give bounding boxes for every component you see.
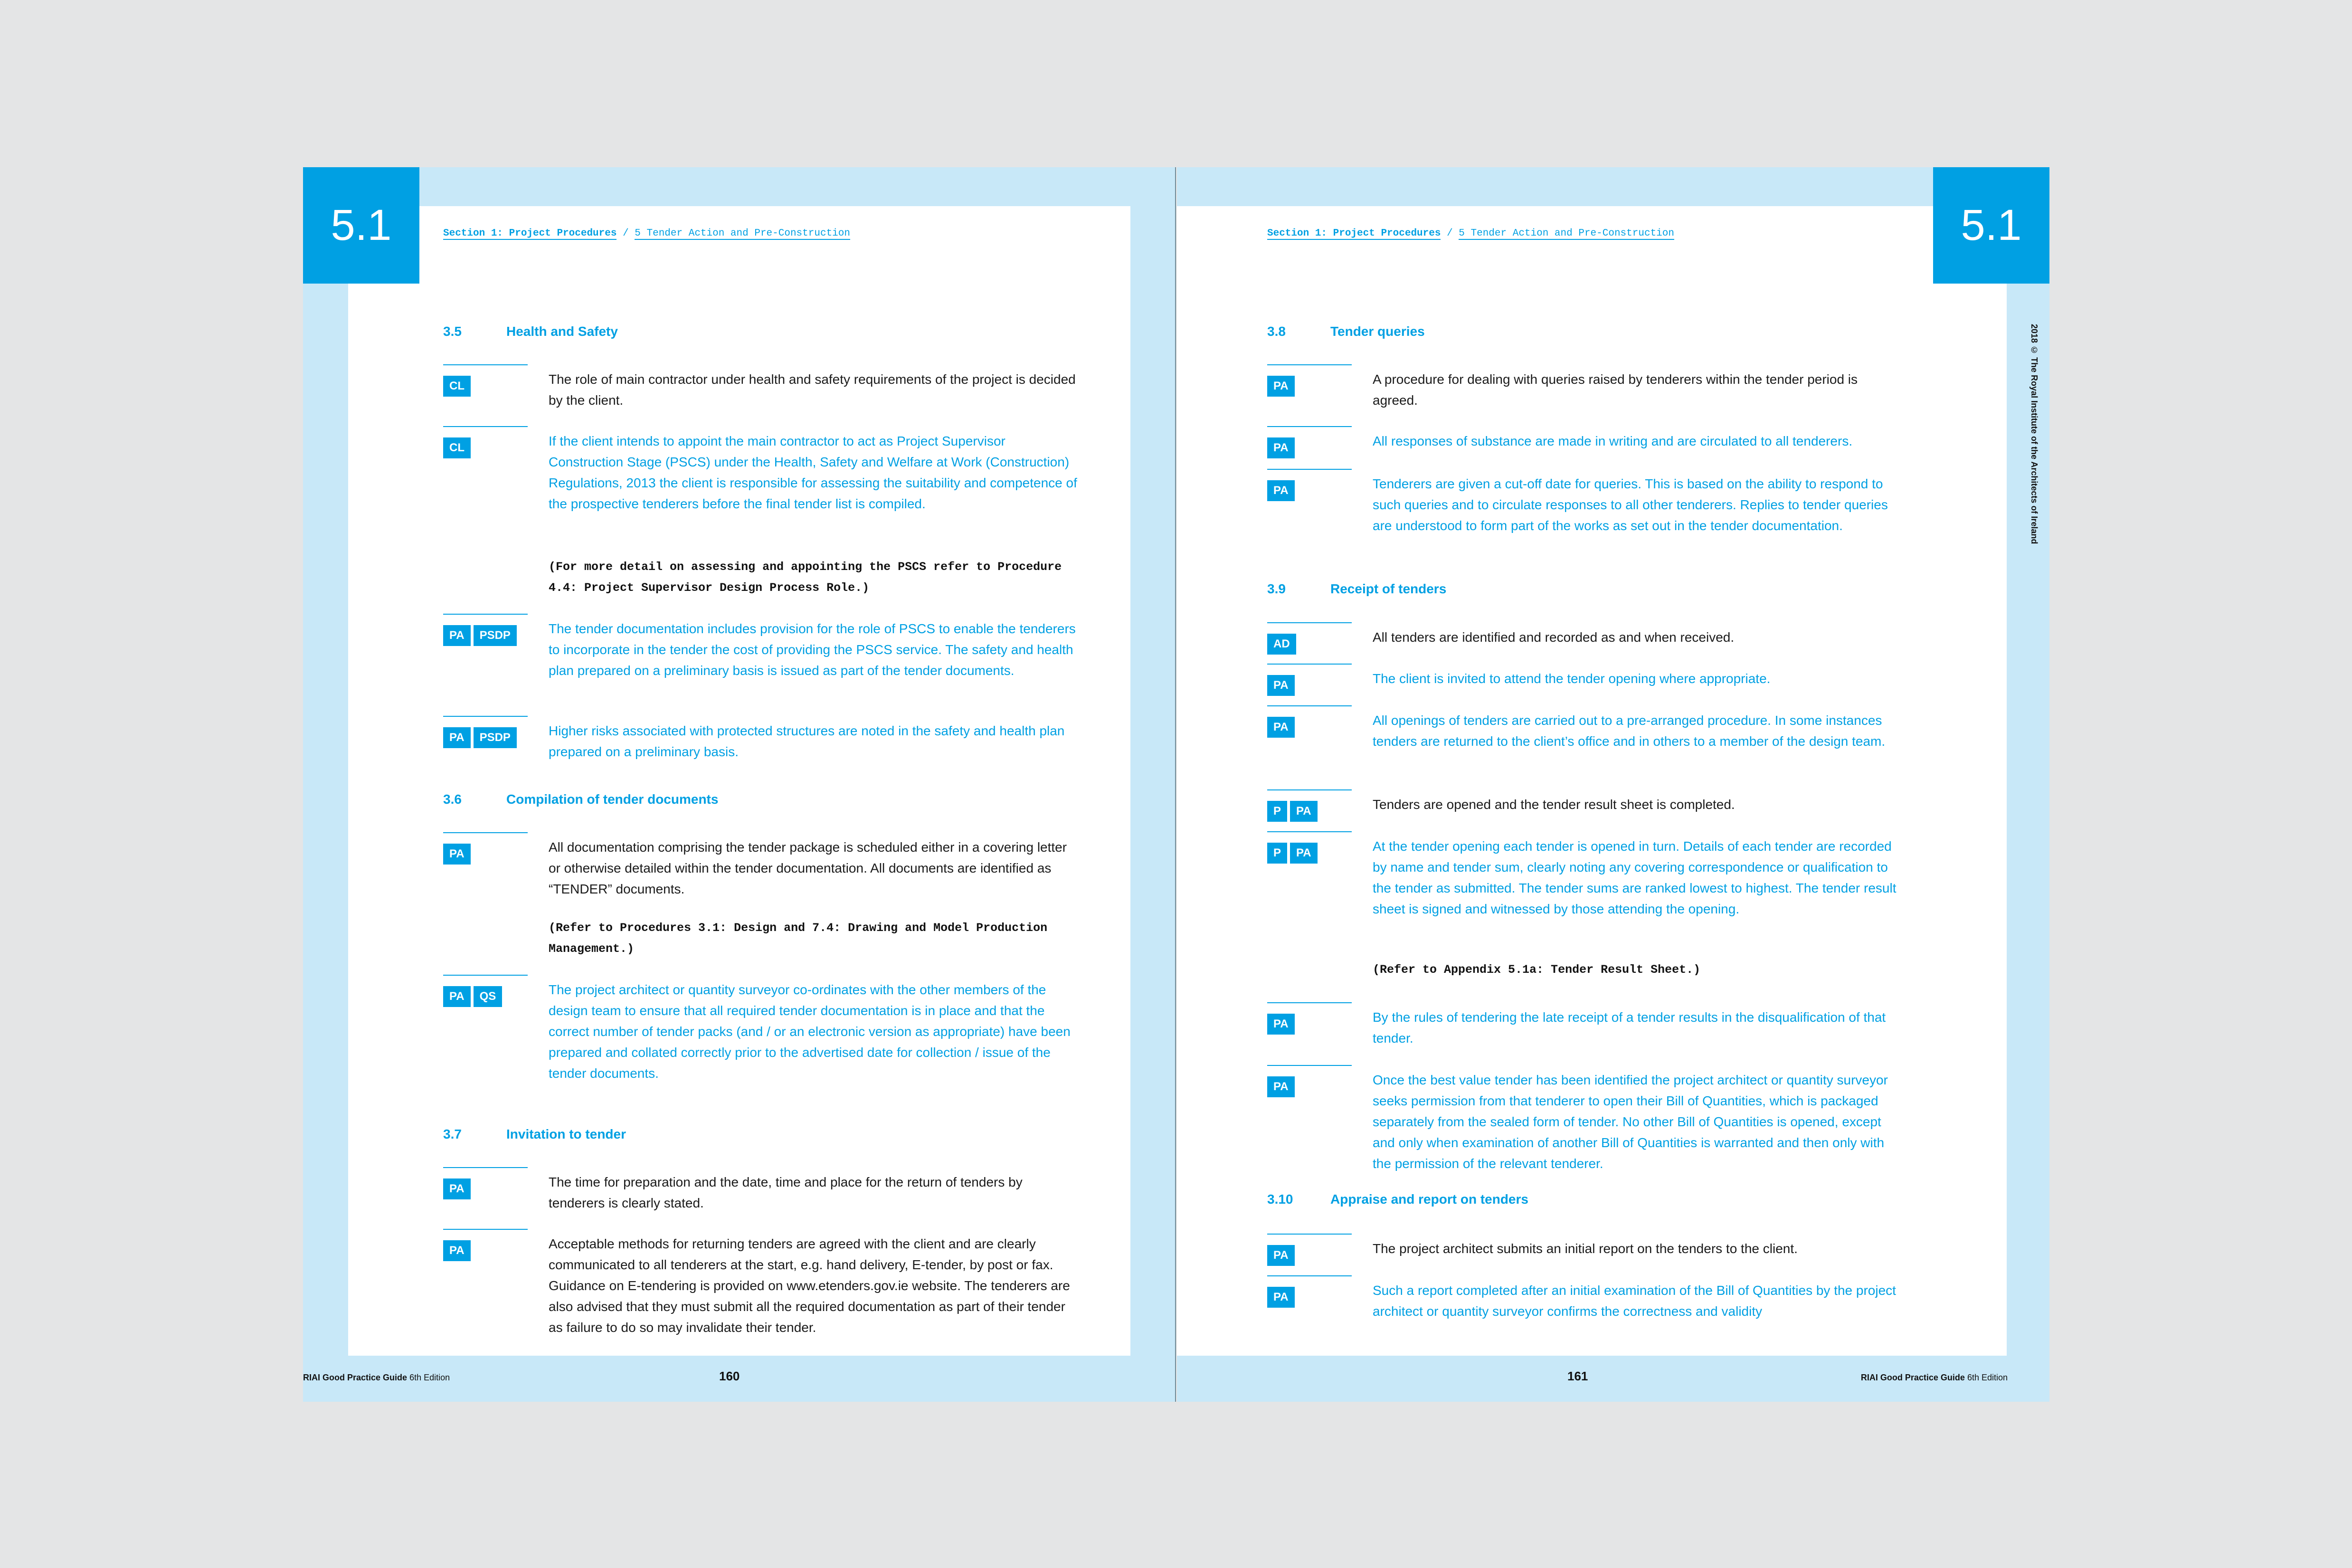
role-tag-pa: PA <box>443 727 471 748</box>
right-page-content <box>1177 167 2049 1402</box>
procedure-item <box>1267 668 1905 692</box>
role-tag-psdp: PSDP <box>474 727 517 748</box>
item-rule <box>1267 426 1352 427</box>
role-tags <box>1267 376 1295 397</box>
cross-reference-note: (For more detail on assessing and appointing the PSCS refer to Procedure 4.4: Project Supervisor Design Process Role.) <box>549 560 1062 595</box>
role-tag-pa: PA <box>1267 1014 1295 1035</box>
item-rule <box>443 426 528 427</box>
heading-title: Receipt of tenders <box>1330 581 1447 596</box>
item-rule <box>1267 1234 1352 1235</box>
item-rule <box>1267 622 1352 623</box>
item-rule <box>443 716 528 717</box>
role-tags <box>443 1178 471 1199</box>
breadcrumb-chapter-link[interactable]: 5 Tender Action and Pre-Construction <box>1459 228 1674 239</box>
item-text: All tenders are identified and recorded as and when received. <box>1373 630 1735 645</box>
role-tags <box>1267 1287 1295 1308</box>
heading-number: 3.8 <box>1267 324 1286 339</box>
copyright-vertical-text: 2018 © The Royal Institute of the Architects of Ireland <box>2030 324 2039 544</box>
role-tags <box>443 437 471 458</box>
role-tag-pa: PA <box>443 1240 471 1261</box>
role-tag-cl: CL <box>443 376 471 397</box>
procedure-item <box>1267 627 1905 648</box>
item-text: All documentation comprising the tender package is scheduled either in a covering letter or otherwise detailed within the tender documentation. All documents are identified as “TENDER” documents. <box>549 840 1067 896</box>
item-text: Such a report completed after an initial examination of the Bill of Quantities by the project architect or quantity surveyor confirms the correctness and validity <box>1373 1283 1896 1319</box>
role-tag-pa: PA <box>443 625 471 646</box>
role-tag-pa: PA <box>1267 437 1295 458</box>
item-text: Tenderers are given a cut-off date for queries. This is based on the ability to respond to such queries and to circulate responses to all other tenderers. Replies to tender queries are understood to form part of the works as set out in the tender documentation. <box>1373 476 1888 533</box>
role-tags <box>443 1240 471 1261</box>
role-tag-pa: PA <box>443 844 471 865</box>
heading-number: 3.7 <box>443 1127 462 1141</box>
procedure-item <box>1267 836 1905 920</box>
breadcrumb-section-link[interactable]: Section 1: Project Procedures <box>443 228 617 239</box>
role-tags <box>1267 1245 1295 1266</box>
role-tags <box>1267 437 1295 458</box>
role-tag-cl: CL <box>443 437 471 458</box>
role-tags <box>443 727 517 748</box>
right-page <box>1177 167 2049 1402</box>
footer-guide-title <box>303 1373 450 1383</box>
role-tag-pa: PA <box>1267 1245 1295 1266</box>
role-tags <box>1267 675 1295 696</box>
breadcrumb-separator: / <box>1447 228 1453 239</box>
procedure-item <box>443 979 1081 1084</box>
role-tags <box>443 986 502 1007</box>
item-text: By the rules of tendering the late receipt of a tender results in the disqualification of that tender. <box>1373 1010 1886 1045</box>
procedure-item <box>1267 474 1905 536</box>
item-rule <box>1267 469 1352 470</box>
item-text: The project architect submits an initial report on the tenders to the client. <box>1373 1241 1798 1256</box>
role-tag-pa: PA <box>1290 843 1318 864</box>
cross-reference-note: (Refer to Procedures 3.1: Design and 7.4: Drawing and Model Production Management.) <box>549 921 1048 956</box>
role-tag-qs: QS <box>474 986 503 1007</box>
item-text: If the client intends to appoint the main contractor to act as Project Supervisor Construction Stage (PSCS) under the Health, Safety and Welfare at Work (Construction) Regulations, 2013 the client is responsible for assessing the suitability and competence of the prospective tenderers before the final tender list is compiled. <box>549 434 1077 511</box>
item-rule <box>1267 1065 1352 1066</box>
item-text: Tenders are opened and the tender result sheet is completed. <box>1373 797 1735 812</box>
heading-title: Health and Safety <box>506 324 618 339</box>
item-rule <box>443 832 528 833</box>
procedure-item <box>443 431 1081 514</box>
footer-edition: 6th Edition <box>409 1373 450 1382</box>
role-tag-pa: PA <box>1290 801 1318 822</box>
procedure-item <box>1267 794 1905 815</box>
book-spine <box>1175 167 1176 1402</box>
role-tag-psdp: PSDP <box>474 625 517 646</box>
role-tag-pa: PA <box>1267 675 1295 696</box>
left-page-content <box>303 167 1176 1402</box>
procedure-item <box>443 1172 1081 1214</box>
procedure-item <box>1267 710 1905 752</box>
item-rule <box>1267 789 1352 790</box>
footer-guide-title <box>1861 1373 2008 1383</box>
procedure-item <box>1267 1280 1905 1322</box>
heading-number: 3.6 <box>443 792 462 807</box>
item-text: All openings of tenders are carried out to a pre-arranged procedure. In some instances tenders are returned to the client’s office and in others to a member of the design team. <box>1373 713 1886 749</box>
item-rule <box>1267 705 1352 706</box>
procedure-item <box>443 618 1081 681</box>
item-text: The tender documentation includes provision for the role of PSCS to enable the tenderers to incorporate in the tender the cost of providing the PSCS service. The safety and health plan prepared on a preliminary basis is issued as part of the tender documents. <box>549 621 1076 678</box>
role-tags <box>1267 1076 1295 1097</box>
item-rule <box>443 364 528 365</box>
heading-number: 3.9 <box>1267 581 1286 596</box>
item-rule <box>1267 1002 1352 1003</box>
role-tag-pa: PA <box>1267 1287 1295 1308</box>
item-text: The time for preparation and the date, time and place for the return of tenders by tenderers is clearly stated. <box>549 1175 1023 1210</box>
footer-edition: 6th Edition <box>1967 1373 2008 1382</box>
breadcrumb-separator: / <box>623 228 629 239</box>
item-text: Acceptable methods for returning tenders are agreed with the client and are clearly communicated to all tenderers at the start, e.g. hand delivery, E-tender, by post or fax. Guidance on E-tendering is provided on www.etenders.gov.ie website. The tenderers are also advised that they must submit all the required documentation as part of their tender as failure to do so may invalidate their tender. <box>549 1236 1070 1335</box>
item-rule <box>443 975 528 976</box>
item-text: At the tender opening each tender is opened in turn. Details of each tender are recorded by name and tender sum, clearly noting any covering correspondence or qualification to the tender as submitted. The tender sums are ranked lowest to highest. The tender result sheet is signed and witnessed by those attending the opening. <box>1373 839 1897 916</box>
item-rule <box>1267 831 1352 832</box>
heading-number: 3.5 <box>443 324 462 339</box>
section-number-box: 5.1 <box>1933 167 2049 284</box>
page-number: 160 <box>719 1369 740 1383</box>
role-tags <box>1267 843 1318 864</box>
section-number-box: 5.1 <box>303 167 419 284</box>
role-tags <box>1267 480 1295 501</box>
role-tag-p: P <box>1267 801 1287 822</box>
item-text: The client is invited to attend the tender opening where appropriate. <box>1373 671 1771 686</box>
role-tags <box>1267 1014 1295 1035</box>
item-rule <box>1267 364 1352 365</box>
role-tag-pa: PA <box>443 1178 471 1199</box>
item-rule <box>443 1167 528 1168</box>
role-tag-pa: PA <box>1267 480 1295 501</box>
item-text: The role of main contractor under health and safety requirements of the project is decided by the client. <box>549 372 1076 408</box>
procedure-item <box>443 721 1081 762</box>
role-tag-p: P <box>1267 843 1287 864</box>
procedure-item <box>1267 369 1905 411</box>
item-rule <box>1267 664 1352 665</box>
role-tag-pa: PA <box>1267 376 1295 397</box>
procedure-item <box>1267 1238 1905 1262</box>
role-tag-pa: PA <box>443 986 471 1007</box>
heading-title: Tender queries <box>1330 324 1425 339</box>
heading-title: Appraise and report on tenders <box>1330 1192 1528 1207</box>
procedure-item <box>443 1234 1081 1338</box>
heading-title: Compilation of tender documents <box>506 792 719 807</box>
role-tags <box>1267 634 1296 655</box>
cross-reference-note: (Refer to Appendix 5.1a: Tender Result Sheet.) <box>1373 963 1701 977</box>
role-tags <box>443 844 471 865</box>
role-tags <box>443 625 517 646</box>
procedure-item <box>1267 1007 1905 1049</box>
page-number: 161 <box>1567 1369 1588 1383</box>
footer-title: RIAI Good Practice Guide <box>303 1373 408 1382</box>
procedure-item <box>1267 1070 1905 1174</box>
role-tags <box>443 376 471 397</box>
item-rule <box>1267 1275 1352 1276</box>
left-page <box>303 167 1176 1402</box>
item-text: A procedure for dealing with queries raised by tenderers within the tender period is agreed. <box>1373 372 1858 408</box>
procedure-item <box>1267 431 1905 452</box>
item-text: All responses of substance are made in writing and are circulated to all tenderers. <box>1373 434 1853 448</box>
item-text: Higher risks associated with protected structures are noted in the safety and health plan prepared on a preliminary basis. <box>549 723 1065 759</box>
role-tags <box>1267 801 1318 822</box>
breadcrumb-chapter-link[interactable]: 5 Tender Action and Pre-Construction <box>635 228 850 239</box>
role-tags <box>1267 717 1295 738</box>
procedure-item <box>443 837 1081 900</box>
item-text: The project architect or quantity surveyor co-ordinates with the other members of the design team to ensure that all required tender documentation is in place and that the correct number of tender packs (and / or an electronic version as appropriate) have been prepared and collated correctly prior to the advertised date for collection / issue of the tender documents. <box>549 982 1071 1081</box>
item-rule <box>443 614 528 615</box>
role-tag-pa: PA <box>1267 717 1295 738</box>
role-tag-pa: PA <box>1267 1076 1295 1097</box>
item-rule <box>443 1229 528 1230</box>
item-text: Once the best value tender has been identified the project architect or quantity surveyor seeks permission from that tenderer to open their Bill of Quantities, which is packaged separately from the sealed form of tender. No other Bill of Quantities is opened, except and only when examination of another Bill of Quantities is warranted and then only with the permission of the relevant tenderer. <box>1373 1073 1888 1171</box>
role-tag-ad: AD <box>1267 634 1296 655</box>
heading-number: 3.10 <box>1267 1192 1293 1207</box>
footer-title: RIAI Good Practice Guide <box>1860 1373 1965 1382</box>
procedure-item <box>443 369 1081 411</box>
heading-title: Invitation to tender <box>506 1127 626 1141</box>
breadcrumb-section-link[interactable]: Section 1: Project Procedures <box>1267 228 1441 239</box>
